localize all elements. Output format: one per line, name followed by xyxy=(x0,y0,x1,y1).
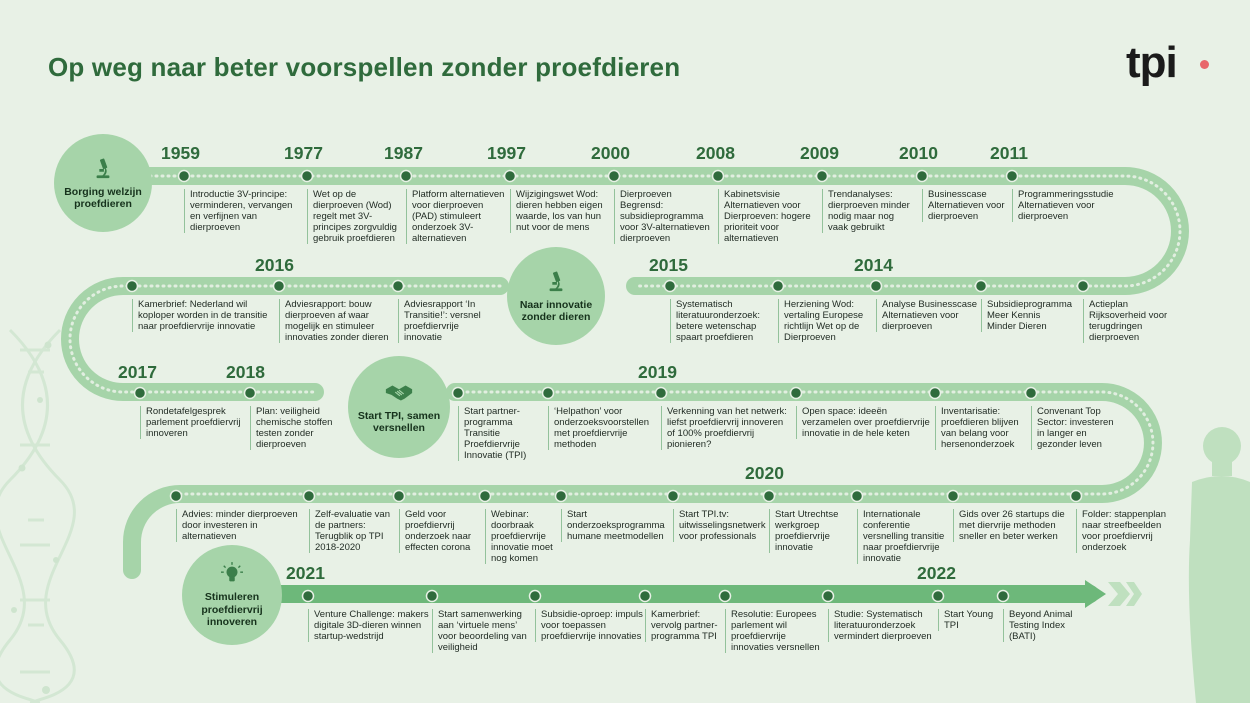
year-label: 1987 xyxy=(384,143,423,163)
year-label: 2009 xyxy=(800,143,839,163)
year-label: 1959 xyxy=(161,143,200,163)
event-item: Inventarisatie: proefdieren blijven van belang voor hersenonderzoek xyxy=(935,406,1027,450)
event-item: Kamerbrief: vervolg partner-programma TPI xyxy=(645,609,723,642)
event-item: Beyond Animal Testing Index (BATI) xyxy=(1003,609,1088,642)
event-marker xyxy=(791,388,802,399)
year-label: 2010 xyxy=(899,143,938,163)
event-item: Herziening Wod: vertaling Europese richtlijn Wet op de Dierproeven xyxy=(778,299,872,343)
event-item: Platform alternatieven voor dierproeven (PAD) stimuleert onderzoek 3V-alternatieven xyxy=(406,189,506,244)
arrow-head xyxy=(1085,580,1106,608)
event-marker xyxy=(556,491,567,502)
hub-label: Naar innovatie zonder dieren xyxy=(519,298,593,323)
event-item: ‘Helpathon’ voor onderzoeksvoorstellen met proefdiervrije methoden xyxy=(548,406,658,450)
event-item: Venture Challenge: makers digitale 3D-dieren winnen startup-wedstrijd xyxy=(308,609,430,642)
event-marker xyxy=(302,171,313,182)
event-item: Studie: Systematisch literatuuronderzoek vermindert dierproeven xyxy=(828,609,936,642)
event-marker xyxy=(179,171,190,182)
event-marker xyxy=(427,591,438,602)
year-label: 2019 xyxy=(638,362,677,382)
event-marker xyxy=(393,281,404,292)
event-marker xyxy=(505,171,516,182)
event-marker xyxy=(665,281,676,292)
event-marker xyxy=(764,491,775,502)
year-label: 2014 xyxy=(854,255,893,275)
event-marker xyxy=(817,171,828,182)
event-marker xyxy=(720,591,731,602)
tpi-logo: tpi xyxy=(1126,38,1177,87)
event-marker xyxy=(871,281,882,292)
year-label: 2022 xyxy=(917,563,956,583)
event-marker xyxy=(303,591,314,602)
year-label: 2018 xyxy=(226,362,265,382)
event-marker xyxy=(401,171,412,182)
event-item: Verkenning van het netwerk: liefst proefdiervrij innoveren of 100% proefdiervrij pionieren? xyxy=(661,406,793,450)
handshake-icon xyxy=(384,380,414,406)
event-marker xyxy=(135,388,146,399)
event-item: Geld voor proefdiervrij onderzoek naar effecten corona xyxy=(399,509,483,553)
event-item: Adviesrapport: bouw dierproeven af waar mogelijk en stimuleer innovaties zonder dieren xyxy=(279,299,394,343)
event-marker xyxy=(976,281,987,292)
event-item: Internationale conferentie versnelling transitie naar proefdiervrije innovatie xyxy=(857,509,952,564)
event-marker xyxy=(668,491,679,502)
event-marker xyxy=(394,491,405,502)
year-label: 1977 xyxy=(284,143,323,163)
event-marker xyxy=(917,171,928,182)
event-marker xyxy=(998,591,1009,602)
event-item: Introductie 3V-principe: verminderen, vervangen en verfijnen van dierproeven xyxy=(184,189,296,233)
chevron-decoration xyxy=(1108,582,1142,606)
event-marker xyxy=(543,388,554,399)
event-item: Wijzigingswet Wod: dieren hebben eigen waarde, los van hun nut voor de mens xyxy=(510,189,608,233)
event-marker xyxy=(1026,388,1037,399)
event-item: Start onderzoeksprogramma humane meetmodellen xyxy=(561,509,669,542)
event-item: Webinar: doorbraak proefdiervrije innovatie moet nog komen xyxy=(485,509,561,564)
event-marker xyxy=(480,491,491,502)
event-item: Trendanalyses: dierproeven minder nodig maar nog vaak gebruikt xyxy=(822,189,914,233)
event-marker xyxy=(609,171,620,182)
event-item: Actieplan Rijksoverheid voor terugdringen dierproeven xyxy=(1083,299,1173,343)
event-item: Analyse Businesscase Alternatieven voor dierproeven xyxy=(876,299,978,332)
lightbulb-icon xyxy=(221,561,243,587)
event-marker xyxy=(530,591,541,602)
hub-label: Start TPI, samen versnellen xyxy=(357,409,441,434)
event-item: Start partner-programma Transitie Proefdiervrije Innovatie (TPI) xyxy=(458,406,540,461)
event-item: Start Young TPI xyxy=(938,609,998,631)
event-item: Zelf-evaluatie van de partners: Terugblik op TPI 2018-2020 xyxy=(309,509,397,553)
event-marker xyxy=(1071,491,1082,502)
hub-borging xyxy=(54,134,152,232)
event-marker xyxy=(852,491,863,502)
event-item: Resolutie: Europees parlement wil proefdiervrije innovaties versnellen xyxy=(725,609,827,653)
hub-stimuleren xyxy=(182,545,282,645)
event-marker xyxy=(453,388,464,399)
event-marker xyxy=(171,491,182,502)
event-item: Gids over 26 startups die met diervrije methoden sneller en beter werken xyxy=(953,509,1073,542)
event-item: Advies: minder dierproeven door investeren in alternatieven xyxy=(176,509,300,542)
year-label: 2000 xyxy=(591,143,630,163)
event-item: Folder: stappenplan naar streefbeelden voor proefdiervrij onderzoek xyxy=(1076,509,1176,553)
event-marker xyxy=(274,281,285,292)
event-item: Subsidie-oproep: impuls voor toepassen proefdiervrije innovaties xyxy=(535,609,643,642)
event-item: Convenant Top Sector: investeren in langer en gezonder leven xyxy=(1031,406,1117,450)
event-item: Businesscase Alternatieven voor dierproeven xyxy=(922,189,1007,222)
event-item: Subsidieprogramma Meer Kennis Minder Dieren xyxy=(981,299,1071,332)
year-label: 2021 xyxy=(286,563,325,583)
event-item: Start TPI.tv: uitwisselingsnetwerk voor professionals xyxy=(673,509,769,542)
hub-label: Stimuleren proefdiervrij innoveren xyxy=(201,591,263,629)
event-marker xyxy=(823,591,834,602)
year-label: 1997 xyxy=(487,143,526,163)
year-label: 2015 xyxy=(649,255,688,275)
event-item: Wet op de dierproeven (Wod) regelt met 3V-principes zorgvuldig gebruik proefdieren xyxy=(307,189,405,244)
event-marker xyxy=(1007,171,1018,182)
microscope-icon xyxy=(545,269,567,295)
year-label: 2011 xyxy=(990,143,1028,163)
event-item: Open space: ideeën verzamelen over proefdiervrije innovatie in de hele keten xyxy=(796,406,932,439)
event-item: Plan: veiligheid chemische stoffen testen zonder dierproeven xyxy=(250,406,340,450)
year-label: 2008 xyxy=(696,143,735,163)
dna-decoration xyxy=(0,330,74,703)
event-marker xyxy=(948,491,959,502)
event-marker xyxy=(640,591,651,602)
event-marker xyxy=(773,281,784,292)
event-item: Systematisch literatuuronderzoek: betere wetenschap spaart proefdieren xyxy=(670,299,772,343)
event-marker xyxy=(713,171,724,182)
year-label: 2020 xyxy=(745,463,784,483)
hub-label: Borging welzijn proefdieren xyxy=(64,185,142,210)
event-marker xyxy=(245,388,256,399)
microscope-icon xyxy=(92,156,114,182)
event-item: Rondetafelgesprek parlement proefdiervrij innoveren xyxy=(140,406,246,439)
event-item: Programmeringsstudie Alternatieven voor dierproeven xyxy=(1012,189,1127,222)
event-marker xyxy=(933,591,944,602)
hub-start-tpi xyxy=(348,356,450,458)
page-title: Op weg naar beter voorspellen zonder proefdieren xyxy=(48,52,681,82)
year-label: 2016 xyxy=(255,255,294,275)
event-item: Adviesrapport ‘In Transitie!’: versnel proefdiervrije innovatie xyxy=(398,299,498,343)
event-item: Kamerbrief: Nederland wil koploper worden in de transitie naar proefdiervrije innovatie xyxy=(132,299,272,332)
person-silhouette xyxy=(1189,427,1250,703)
event-item: Start Utrechtse werkgroep proefdiervrije innovatie xyxy=(769,509,855,553)
logo-dot xyxy=(1200,60,1209,69)
event-item: Kabinetsvisie Alternatieven voor Dierproeven: hogere prioriteit voor alternatieven xyxy=(718,189,818,244)
event-marker xyxy=(304,491,315,502)
event-marker xyxy=(656,388,667,399)
event-marker xyxy=(1078,281,1089,292)
event-marker xyxy=(930,388,941,399)
hub-innovatie xyxy=(507,247,605,345)
event-item: Start samenwerking aan ‘virtuele mens’ voor beoordeling van veiligheid xyxy=(432,609,532,653)
event-marker xyxy=(127,281,138,292)
year-label: 2017 xyxy=(118,362,157,382)
event-item: Dierproeven Begrensd: subsidieprogramma voor 3V-alternatieven dierproeven xyxy=(614,189,714,244)
